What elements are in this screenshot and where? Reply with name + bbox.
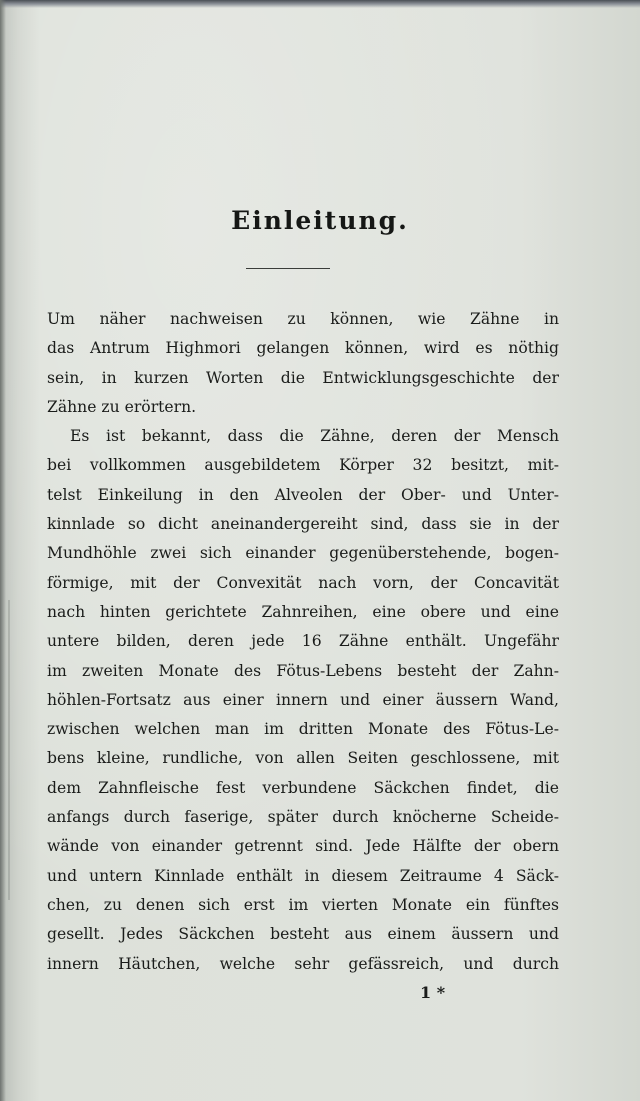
signature-mark: 1 * (420, 983, 446, 1002)
text-line: förmige, mit der Convexität nach vorn, der Concavität (47, 573, 559, 592)
text-line: Es ist bekannt, dass die Zähne, deren der Mensch (70, 427, 559, 446)
text-line: höhlen-Fortsatz aus einer innern und einer äussern Wand, (47, 690, 559, 709)
text-line: sein, in kurzen Worten die Entwicklungsgeschichte der (47, 368, 559, 387)
chapter-heading: Einleitung. (231, 206, 409, 235)
text-line: Mundhöhle zwei sich einander gegenüberstehende, bogen- (47, 544, 559, 563)
page-binding-edge (0, 0, 6, 1101)
text-line: wände von einander getrennt sind. Jede Hälfte der obern (47, 837, 559, 856)
text-line: nach hinten gerichtete Zahnreihen, eine obere und eine (47, 602, 559, 621)
text-line: zwischen welchen man im dritten Monate des Fötus-Le- (47, 720, 559, 739)
text-line: und untern Kinnlade enthält in diesem Zeitraume 4 Säck- (47, 866, 559, 885)
text-line: bei vollkommen ausgebildetem Körper 32 besitzt, mit- (47, 456, 559, 475)
page-top-edge (0, 0, 640, 8)
text-line: Um näher nachweisen zu können, wie Zähne in (47, 310, 559, 328)
text-line: gesellt. Jedes Säckchen besteht aus einem äussern und (47, 925, 559, 944)
text-line: anfangs durch faserige, später durch knöcherne Scheide- (47, 808, 559, 827)
text-line: das Antrum Highmori gelangen können, wird es nöthig (47, 339, 559, 358)
text-line: kinnlade so dicht aneinandergereiht sind, dass sie in der (47, 515, 559, 534)
text-line: im zweiten Monate des Fötus-Lebens besteht der Zahn- (47, 661, 559, 680)
page-fold-shadow (8, 600, 10, 900)
text-line: innern Häutchen, welche sehr gefässreich, und durch (47, 954, 559, 973)
text-line: Zähne zu erörtern. (47, 397, 197, 416)
text-line: chen, zu denen sich erst im vierten Monate ein fünftes (47, 895, 559, 914)
body-text (47, 305, 559, 979)
text-line: telst Einkeilung in den Alveolen der Ober- und Unter- (47, 485, 559, 504)
text-line: untere bilden, deren jede 16 Zähne enthält. Ungefähr (47, 632, 559, 651)
heading-rule (246, 268, 330, 269)
text-line: bens kleine, rundliche, von allen Seiten geschlossene, mit (47, 749, 559, 768)
text-line: dem Zahnfleische fest verbundene Säckchen findet, die (47, 778, 559, 797)
